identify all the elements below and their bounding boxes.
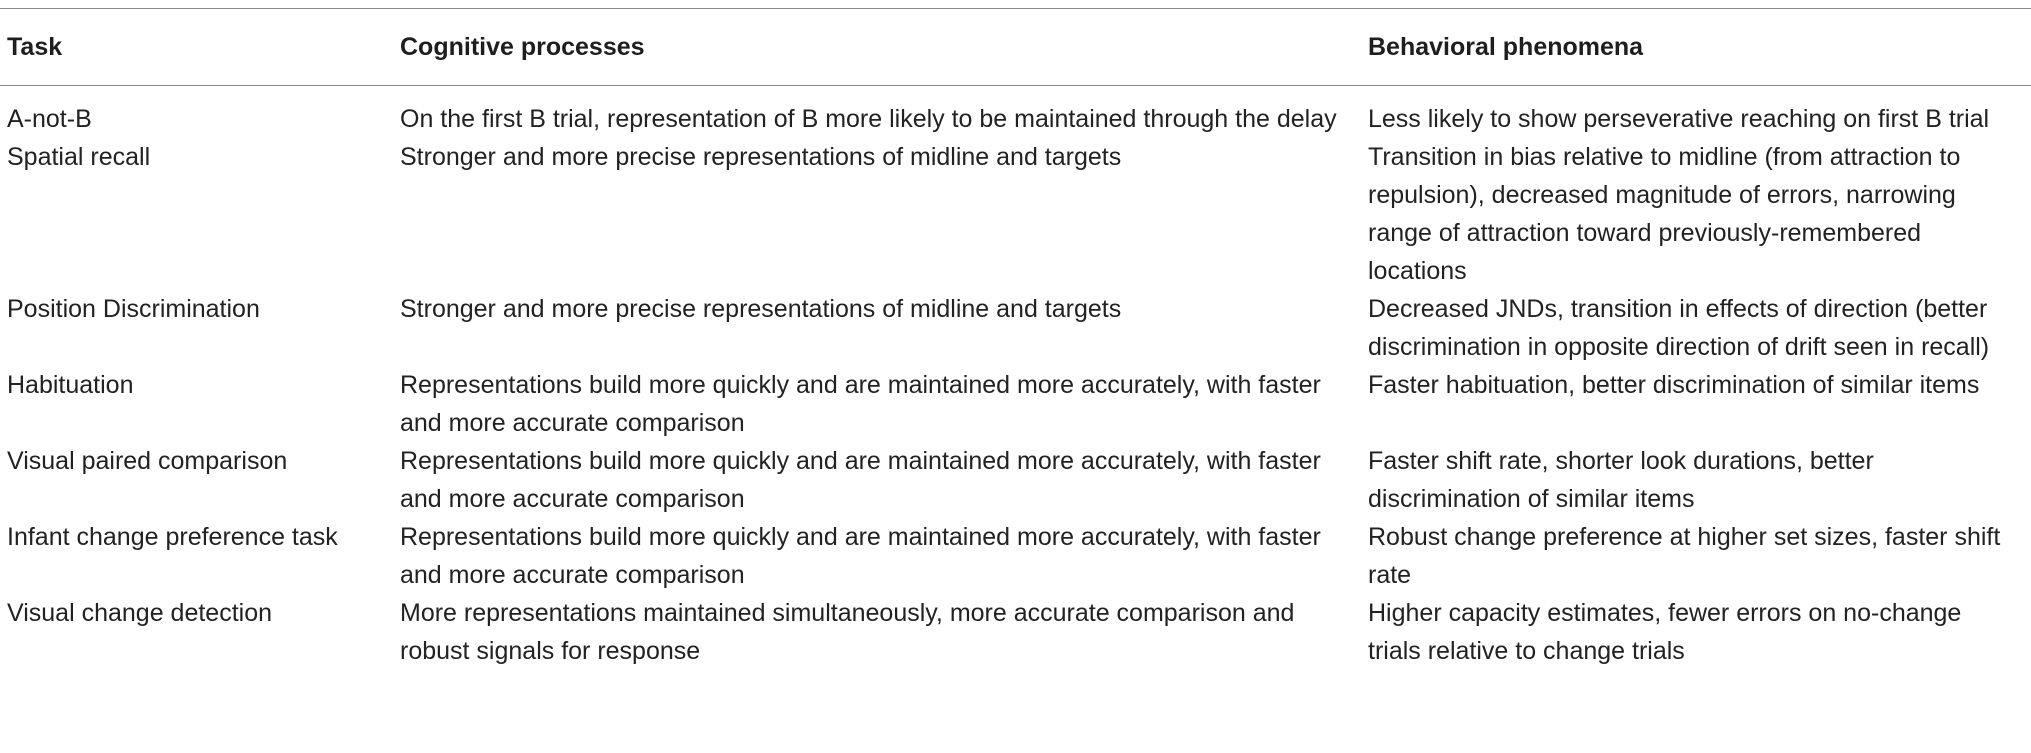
cell-behavioral: Higher capacity estimates, fewer errors on no-change trials relative to change trials bbox=[1368, 599, 1962, 665]
cell-behavioral: Faster habituation, better discrimination of similar items bbox=[1368, 371, 1980, 399]
table-row bbox=[0, 442, 2031, 518]
cell-cognitive: Representations build more quickly and are maintained more accurately, with faster and more accurate comparison bbox=[400, 371, 1321, 437]
cell-task: Spatial recall bbox=[7, 143, 151, 171]
cell-cognitive: Representations build more quickly and are maintained more accurately, with faster and more accurate comparison bbox=[400, 447, 1321, 513]
table-row bbox=[0, 518, 2031, 594]
header-behavioral-phenomena: Behavioral phenomena bbox=[1368, 33, 1644, 61]
cell-cognitive: More representations maintained simultaneously, more accurate comparison and robust signals for response bbox=[400, 599, 1295, 665]
table-row bbox=[0, 594, 2031, 670]
cell-behavioral: Faster shift rate, shorter look durations, better discrimination of similar items bbox=[1368, 447, 1874, 513]
cell-task: Habituation bbox=[7, 371, 134, 399]
cell-behavioral: Decreased JNDs, transition in effects of direction (better discrimination in opposite direction of drift seen in recall) bbox=[1368, 295, 1990, 361]
table-row bbox=[0, 290, 2031, 366]
cell-cognitive: Stronger and more precise representations of midline and targets bbox=[400, 143, 1122, 171]
cell-cognitive: Stronger and more precise representations of midline and targets bbox=[400, 295, 1122, 323]
cell-cognitive: Representations build more quickly and are maintained more accurately, with faster and more accurate comparison bbox=[400, 523, 1321, 589]
header-cognitive-processes: Cognitive processes bbox=[400, 33, 645, 61]
data-table bbox=[0, 8, 2031, 670]
cell-task: Position Discrimination bbox=[7, 295, 260, 323]
table-body bbox=[0, 86, 2031, 670]
cell-behavioral: Robust change preference at higher set sizes, faster shift rate bbox=[1368, 523, 2001, 589]
cell-cognitive: On the first B trial, representation of B more likely to be maintained through the delay bbox=[400, 105, 1337, 133]
cell-task: Visual paired comparison bbox=[7, 447, 288, 475]
header-task: Task bbox=[7, 33, 63, 61]
cell-behavioral: Transition in bias relative to midline (from attraction to repulsion), decreased magnitude of errors, narrowing range of attraction toward previously-remembered locations bbox=[1368, 143, 1961, 285]
table-header-row bbox=[0, 9, 2031, 85]
table-row bbox=[0, 366, 2031, 442]
table-row bbox=[0, 100, 2031, 138]
cell-task: A-not-B bbox=[7, 105, 92, 133]
cell-task: Infant change preference task bbox=[7, 523, 338, 551]
cell-behavioral: Less likely to show perseverative reaching on first B trial bbox=[1368, 105, 1990, 133]
table-row bbox=[0, 138, 2031, 290]
cell-task: Visual change detection bbox=[7, 599, 273, 627]
